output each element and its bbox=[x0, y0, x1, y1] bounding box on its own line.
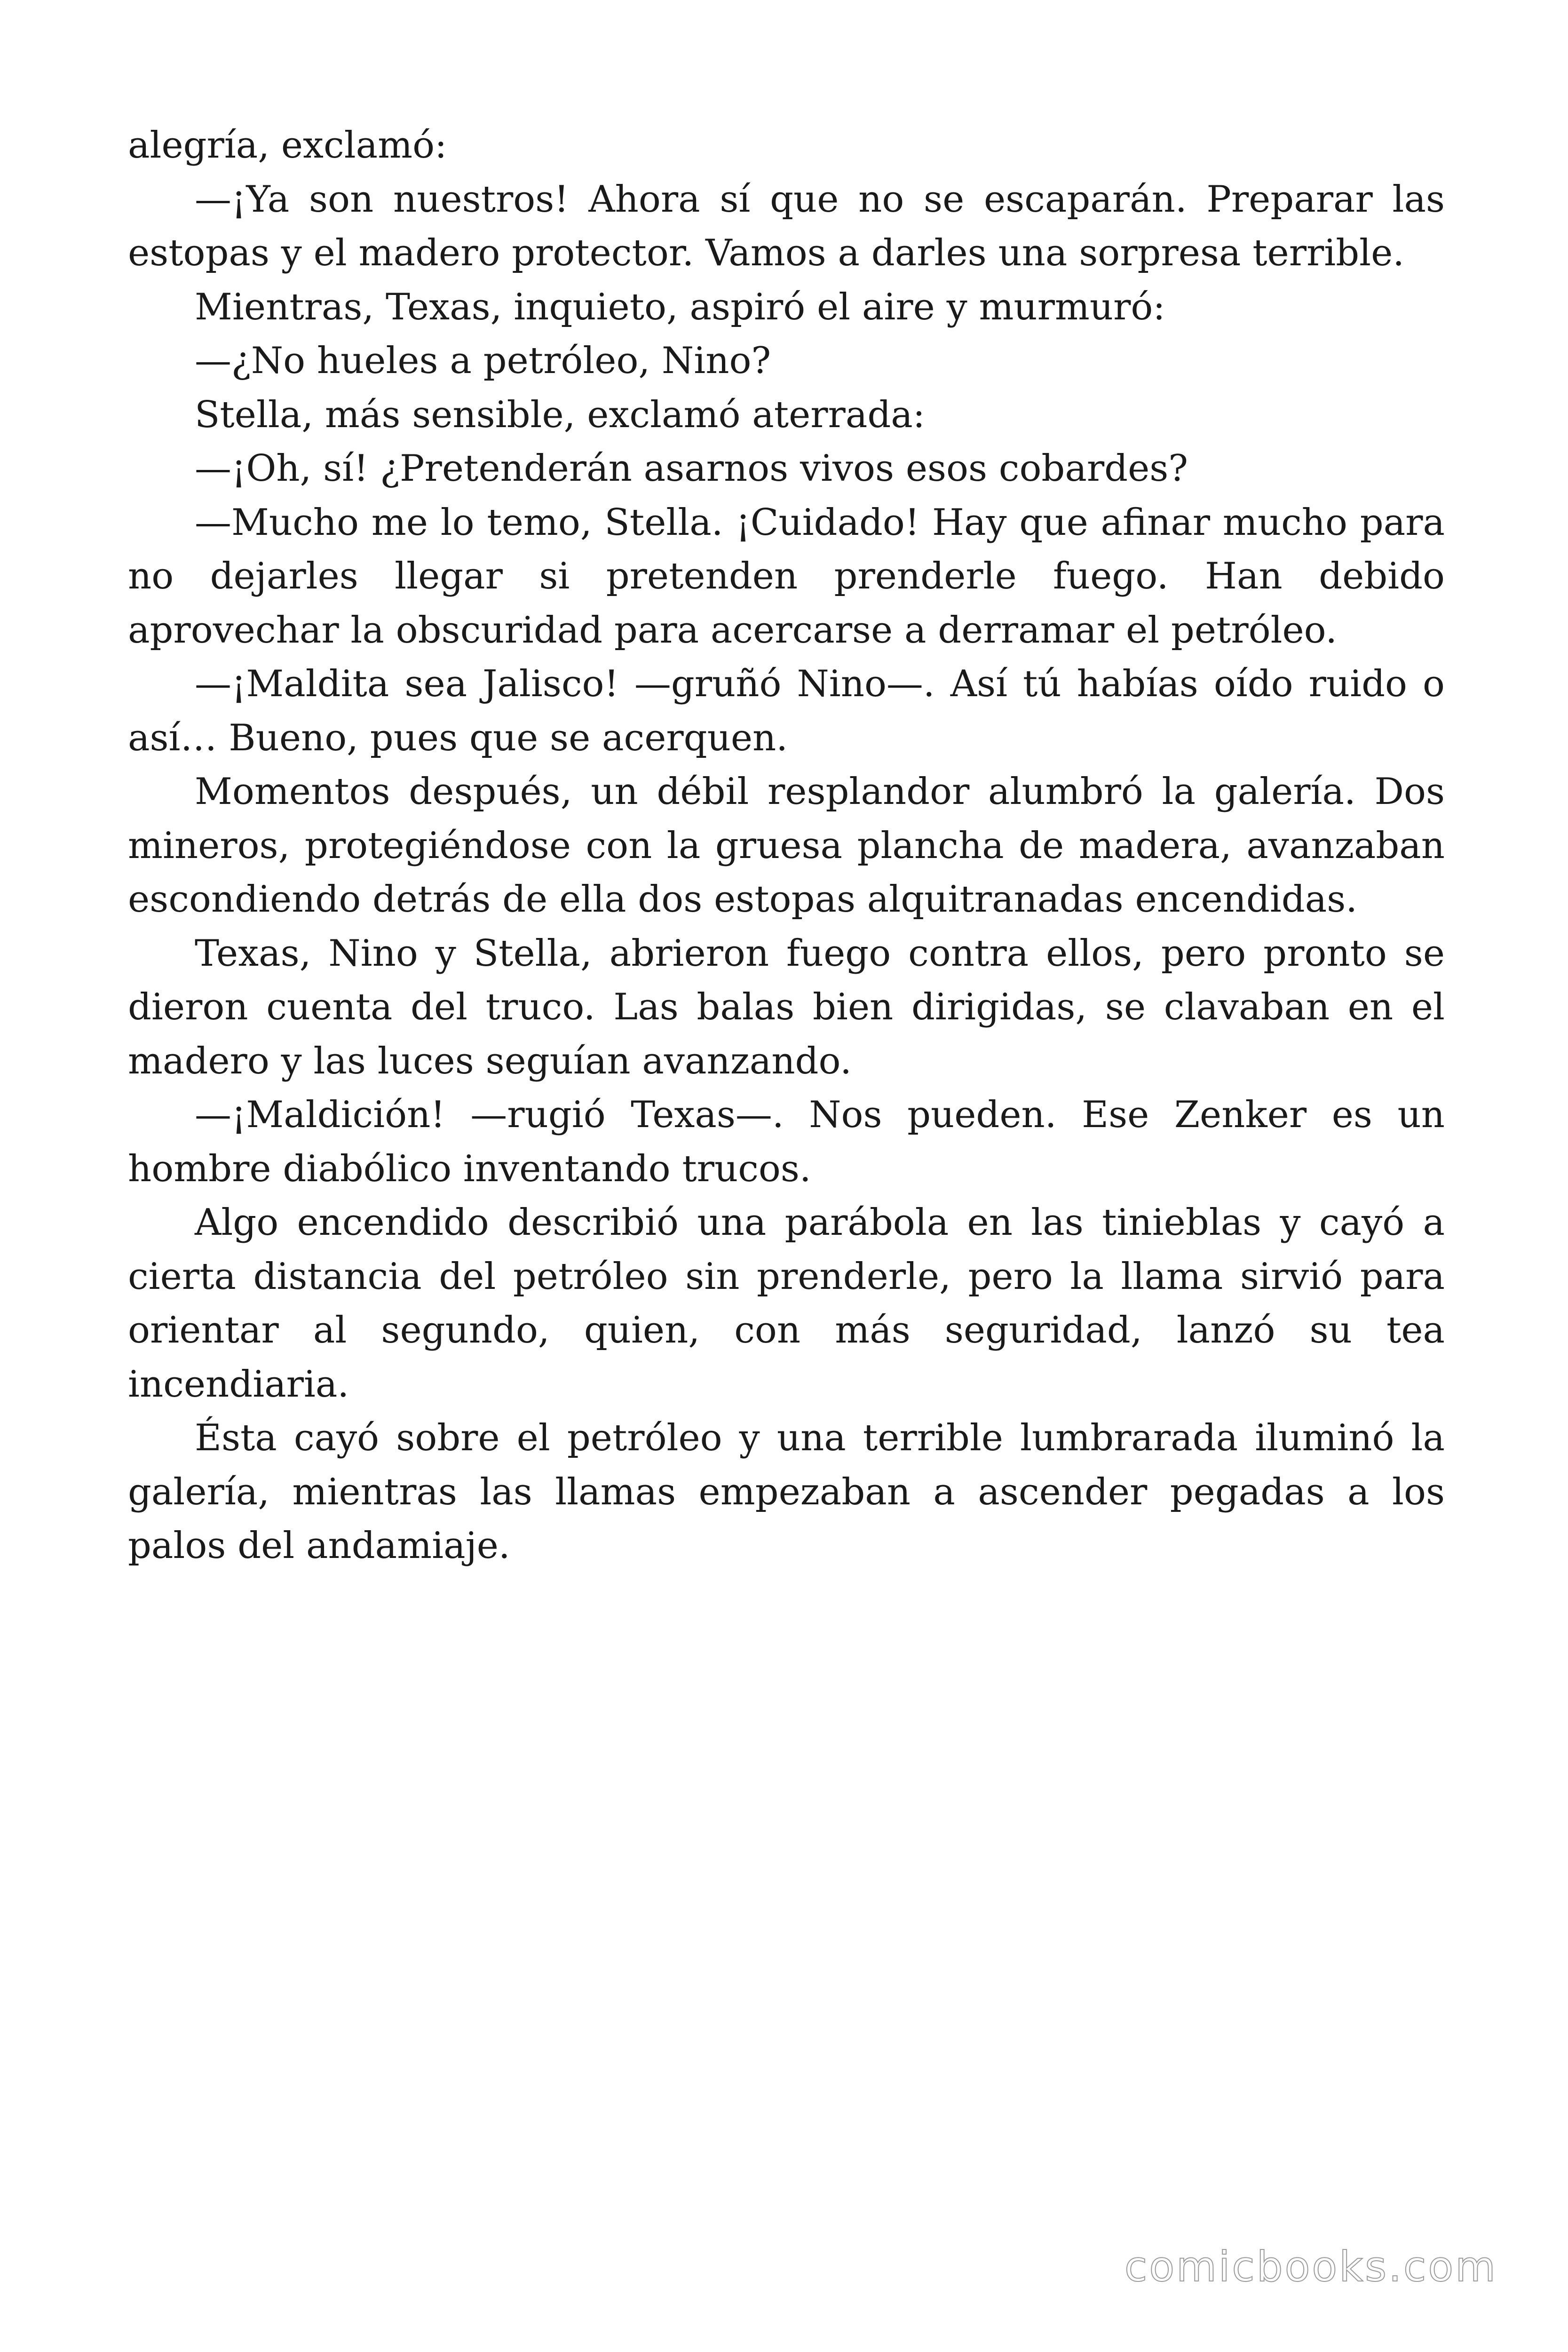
paragraph: —¿No hueles a petróleo, Nino? bbox=[195, 340, 771, 382]
paragraph: Texas, Nino y Stella, abrieron fuego contra ellos, pero pronto se dieron cuenta del truco. Las balas bien dirigidas, se clavaban en el madero y las luces seguían avanzando. bbox=[128, 932, 1445, 1082]
paragraph: Momentos después, un débil resplandor alumbró la galería. Dos mineros, protegiéndose con la gruesa plancha de madera, avanzaban escondiendo detrás de ella dos estopas alquitranadas encendidas. bbox=[128, 771, 1445, 921]
paragraph: —¡Maldición! —rugió Texas—. Nos pueden. Ese Zenker es un hombre diabólico inventando trucos. bbox=[128, 1094, 1445, 1190]
paragraph: —¡Oh, sí! ¿Pretenderán asarnos vivos esos cobardes? bbox=[195, 447, 1188, 490]
paragraph: Algo encendido describió una parábola en las tinieblas y cayó a cierta distancia del petróleo sin prenderle, pero la llama sirvió para orientar al segundo, quien, con más seguridad, lanzó su tea incendiaria. bbox=[128, 1201, 1445, 1406]
paragraph: Mientras, Texas, inquieto, aspiró el aire y murmuró: bbox=[195, 286, 1165, 328]
paragraph: Ésta cayó sobre el petróleo y una terrible lumbrarada iluminó la galería, mientras las llamas empezaban a ascender pegadas a los palos del andamiaje. bbox=[128, 1417, 1445, 1567]
watermark: comicbooks.com bbox=[1124, 2242, 1497, 2291]
paragraph: —Mucho me lo temo, Stella. ¡Cuidado! Hay que afinar mucho para no dejarles llegar si pretenden prenderle fuego. Han debido aprovechar la obscuridad para acercarse a derramar el petróleo. bbox=[128, 501, 1445, 652]
paragraph: Stella, más sensible, exclamó aterrada: bbox=[195, 393, 926, 436]
paragraph: alegría, exclamó: bbox=[128, 124, 447, 167]
paragraph: —¡Ya son nuestros! Ahora sí que no se escaparán. Preparar las estopas y el madero protector. Vamos a darles una sorpresa terrible. bbox=[128, 178, 1445, 274]
paragraph: —¡Maldita sea Jalisco! —gruñó Nino—. Así tú habías oído ruido o así… Bueno, pues que se acerquen. bbox=[128, 663, 1445, 759]
page-body-text bbox=[128, 119, 1445, 1573]
